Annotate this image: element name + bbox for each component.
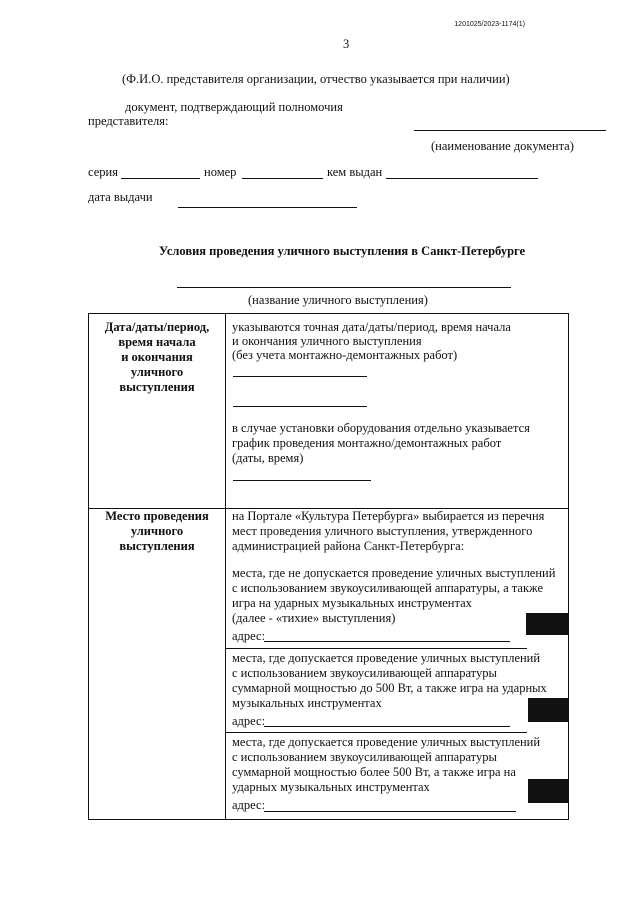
quiet-address-field[interactable] [264,641,510,642]
mounting-instruction-line: (даты, время) [232,451,304,465]
over500-description-line: ударных музыкальных инструментах [232,780,430,794]
dates-instruction-line: (без учета монтажно-демонтажных работ) [232,348,458,362]
redaction-block [528,779,568,803]
section-divider [226,732,527,733]
dates-label: Дата/даты/период, время начала и окончания уличного выступления [104,320,210,394]
mounting-schedule-field[interactable] [233,480,371,481]
up500-description-line: музыкальных инструментах [232,696,382,710]
performance-name-field[interactable] [177,287,511,288]
series-field[interactable] [121,178,200,179]
number-field[interactable] [242,178,323,179]
issue-date-label: дата выдачи [88,190,153,204]
mounting-instruction-line: график проведения монтажно/демонтажных работ [232,436,502,450]
over500-description-line: суммарной мощностью более 500 Вт, а также игра на [232,765,516,779]
section-title: Условия проведения уличного выступления в Санкт-Петербурге [159,244,526,258]
up500-description-line: места, где допускается проведение уличных выступлений [232,651,541,665]
quiet-description-line: игра на ударных музыкальных инструментах [232,596,472,610]
up500-description-line: с использованием звукоусиливающей аппаратуры [232,666,497,680]
mounting-instruction-line: в случае установки оборудования отдельно указывается [232,421,530,435]
section-divider [226,648,527,649]
address-label: адрес: [232,714,266,728]
location-intro-line: администрацией района Санкт-Петербурга: [232,539,465,553]
quiet-description-line: места, где не допускается проведение уличных выступлений [232,566,556,580]
authority-doc-label-line1: документ, подтверждающий полномочия [125,100,343,114]
table-row-location [89,509,569,820]
number-label: номер [204,165,237,179]
authority-doc-label-line2: представителя: [88,114,169,128]
location-label-cell [89,509,226,820]
over500-address-field[interactable] [264,811,516,812]
location-label: Место проведения уличного выступления [105,509,209,553]
issue-date-field[interactable] [178,207,357,208]
issued-by-label: кем выдан [327,165,383,179]
dates-label-cell [89,314,226,509]
performance-name-caption: (название уличного выступления) [248,293,428,307]
over500-description-line: с использованием звукоусиливающей аппаратуры [232,750,497,764]
redaction-block [526,613,568,635]
location-intro-line: на Портале «Культура Петербурга» выбирается из перечня [232,509,545,523]
up500-description-line: суммарной мощностью до 500 Вт, а также игра на ударных [232,681,547,695]
doc-name-caption: (наименование документа) [431,139,574,153]
table-row-dates [89,314,569,509]
document-number: 1201025/2023-1174(1) [454,21,525,28]
up500-address-field[interactable] [264,726,510,727]
series-label: серия [88,165,118,179]
dates-instruction-line: и окончания уличного выступления [232,334,422,348]
page-number: 3 [343,37,350,51]
dates-field-1[interactable] [233,376,367,377]
dates-content-cell [226,314,569,509]
fio-caption: (Ф.И.О. представителя организации, отчество указывается при наличии) [122,72,510,86]
dates-instruction-line: указываются точная дата/даты/период, время начала [232,320,511,334]
over500-description-line: места, где допускается проведение уличных выступлений [232,735,541,749]
dates-field-2[interactable] [233,406,367,407]
quiet-description-line: с использованием звукоусиливающей аппаратуры, а также [232,581,544,595]
redaction-block [528,698,568,722]
quiet-description-line: (далее - «тихие» выступления) [232,611,396,625]
issued-by-field[interactable] [386,178,538,179]
address-label: адрес: [232,629,266,643]
conditions-table [88,313,569,820]
location-content-cell [226,509,569,820]
address-label: адрес: [232,798,266,812]
doc-name-underline[interactable] [414,130,606,131]
location-intro-line: мест проведения уличного выступления, утвержденного [232,524,533,538]
